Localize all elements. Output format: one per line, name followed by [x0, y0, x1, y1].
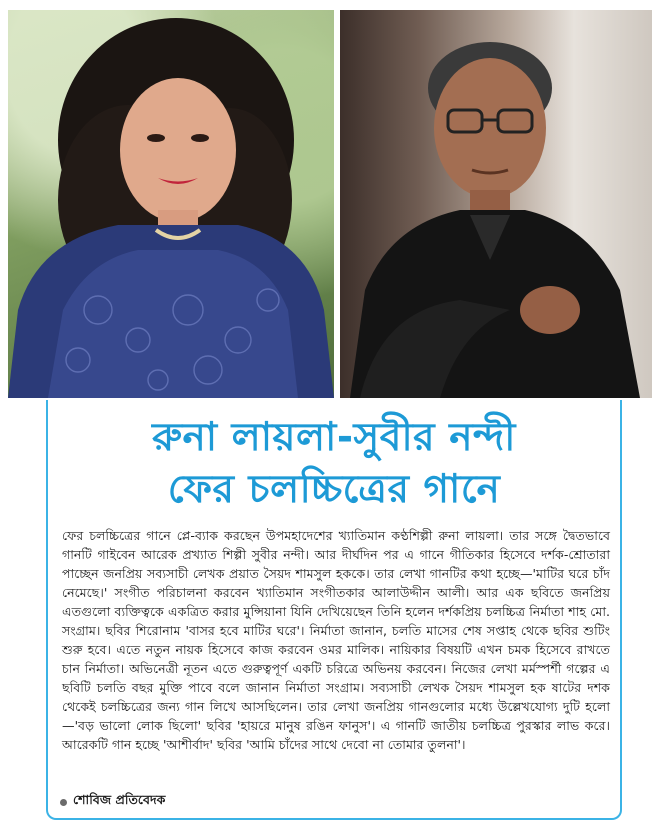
byline	[60, 792, 165, 812]
photo-runa-laila	[8, 10, 334, 398]
article-body: ফের চলচ্চিত্রের গানে প্লে-ব্যাক করছেন উপমহাদেশের খ্যাতিমান কণ্ঠশিল্পী রুনা লায়লা। তার সঙ্গে দ্বৈতভাবে গানটি গাইবেন আরেক প্রখ্যাত শিল্পী সুবীর নন্দী। আর দীর্ঘদিন পর এ গানে গীতিকার হিসেবে দর্শক-শ্রোতারা পাচ্ছেন জনপ্রিয় সব্যসাচী লেখক প্রয়াত সৈয়দ শামসুল হককে। তার লেখা গানটির কথা হচ্ছে—'মাটির ঘরে চাঁদ নেমেছে।' সংগীত পরিচালনা করবেন খ্যাতিমান সংগীতকার আলাউদ্দীন আলী। আর এক ছবিতে জনপ্রিয় এতগুলো ব্যক্তিত্বকে একত্রিত করার মুন্সিয়ানা যিনি দেখিয়েছেন তিনি হলেন দর্শকপ্রিয় চলচ্চিত্র নির্মাতা শাহ মো. সংগ্রাম। ছবির শিরোনাম 'বাসর হবে মাটির ঘরে'। নির্মাতা জানান, চলতি মাসের শেষ সপ্তাহ থেকে ছবির শুটিং শুরু হবে। এতে নতুন নায়ক হিসেবে কাজ করবেন ওমর মালিক। নায়িকার বিষয়টি এখন চমক হিসেবে রাখতে চান নির্মাতা। অভিনেত্রী নূতন এতে গুরুত্বপূর্ণ একটি চরিত্রে অভিনয় করবেন। নিজের লেখা মর্মস্পর্শী গল্পের এ ছবিটি চলতি বছর মুক্তি পাবে বলে জানান নির্মাতা সংগ্রাম। সব্যসাচী লেখক সৈয়দ শামসুল হক ষাটের দশক থেকেই চলচ্চিত্রের জন্য গান লিখে আসছিলেন। তার লেখা জনপ্রিয় গানগুলোর মধ্যে উল্লেখযোগ্য দুটি হলো—'বড় ভালো লোক ছিলো' ছবির 'হায়রে মানুষ রঙিন ফানুস'। এ গানটি জাতীয় চলচ্চিত্র পুরস্কার লাভ করে। আরেকটি গান হচ্ছে 'আশীর্বাদ' ছবির 'আমি চাঁদের সাথে দেবো না তোমার তুলনা'।	[62, 528, 611, 752]
photo-strip	[0, 0, 660, 400]
bullet-icon	[60, 799, 67, 806]
portrait-man-illustration	[340, 10, 652, 398]
headline-line-1: রুনা লায়লা-সুবীর নন্দী	[152, 415, 516, 460]
article-box	[46, 400, 622, 820]
portrait-woman-illustration	[8, 10, 334, 398]
headline-line-2: ফের চলচ্চিত্রের গানে	[167, 467, 501, 512]
photo-subir-nandi	[340, 10, 652, 398]
byline-text: শোবিজ প্রতিবেদক	[73, 792, 166, 807]
